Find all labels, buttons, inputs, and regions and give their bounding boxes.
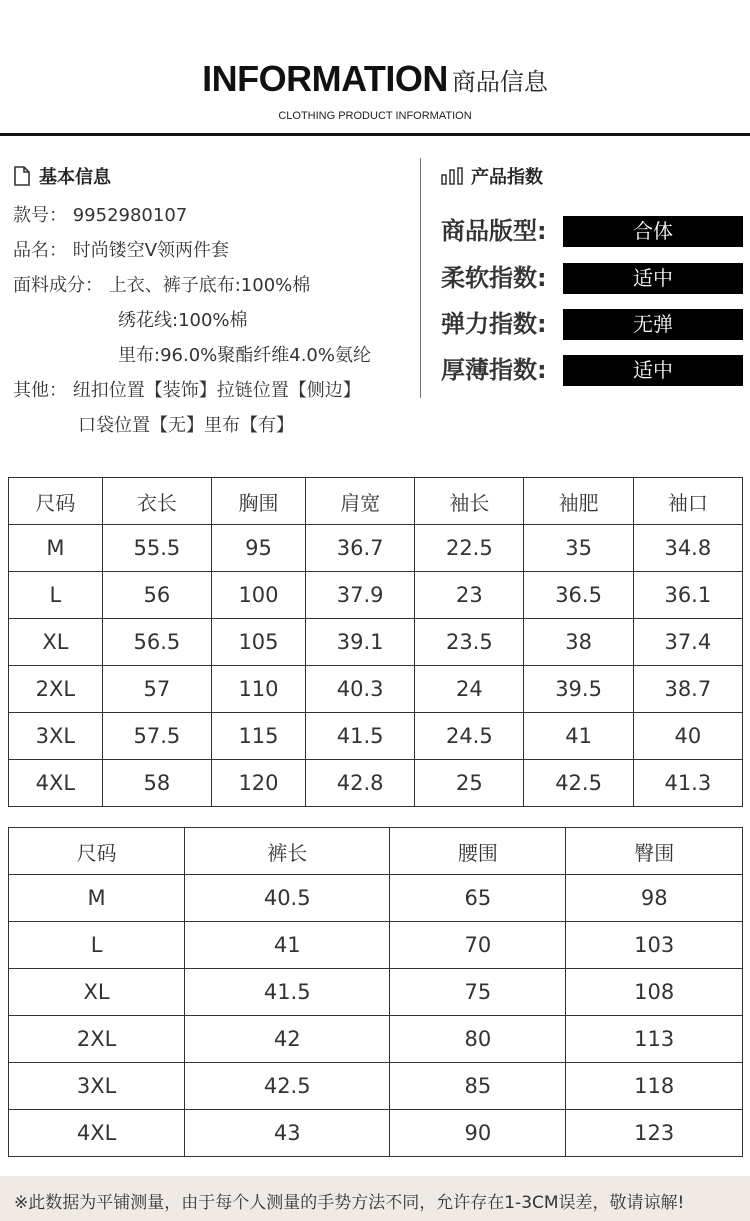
table-cell: 40.5	[185, 875, 390, 922]
index-label: 商品版型:	[441, 217, 547, 245]
table-cell: 2XL	[9, 1016, 185, 1063]
table-cell: 103	[566, 922, 743, 969]
table-cell: 41.5	[305, 713, 414, 760]
basic-info-heading	[13, 160, 413, 192]
table-cell: M	[9, 875, 185, 922]
table-header-cell: 尺码	[9, 478, 103, 525]
index-row-thickness	[441, 354, 746, 387]
index-row-softness	[441, 262, 746, 295]
table-cell: 41.3	[633, 760, 742, 807]
table-cell: 4XL	[9, 760, 103, 807]
info-product-name: 品名： 时尚镂空V领两件套	[13, 240, 230, 261]
table-header-cell: 袖长	[415, 478, 524, 525]
table-row	[9, 713, 743, 760]
table-cell: 40	[633, 713, 742, 760]
table-row	[9, 1063, 743, 1110]
top-size-table	[8, 477, 743, 807]
info-other-pockets: 口袋位置【无】里布【有】	[78, 415, 294, 436]
product-index-title: 产品指数	[471, 167, 543, 188]
table-cell: 37.4	[633, 619, 742, 666]
section-divider	[420, 158, 421, 398]
table-header-row	[9, 478, 743, 525]
table-cell: 55.5	[102, 525, 211, 572]
table-cell: 25	[415, 760, 524, 807]
table-cell: 90	[390, 1110, 566, 1157]
index-value: 无弹	[563, 309, 743, 340]
table-cell: 35	[524, 525, 633, 572]
table-cell: 65	[390, 875, 566, 922]
table-cell: 42.8	[305, 760, 414, 807]
table-cell: 56.5	[102, 619, 211, 666]
table-cell: 40.3	[305, 666, 414, 713]
table-cell: 24.5	[415, 713, 524, 760]
table-header-cell: 肩宽	[305, 478, 414, 525]
table-cell: 42	[185, 1016, 390, 1063]
index-value: 适中	[563, 355, 743, 386]
page-header	[0, 0, 750, 136]
table-header-cell: 袖口	[633, 478, 742, 525]
table-cell: 4XL	[9, 1110, 185, 1157]
basic-info-title: 基本信息	[39, 167, 111, 188]
info-style-number: 款号： 9952980107	[13, 205, 188, 226]
table-cell: 39.5	[524, 666, 633, 713]
title-english: INFORMATION	[202, 58, 448, 99]
header-rule	[0, 133, 750, 136]
table-cell: 2XL	[9, 666, 103, 713]
table-cell: 58	[102, 760, 211, 807]
table-cell: 108	[566, 969, 743, 1016]
table-cell: 3XL	[9, 1063, 185, 1110]
table-cell: 36.1	[633, 572, 742, 619]
table-cell: 75	[390, 969, 566, 1016]
product-index-heading	[441, 160, 746, 192]
index-label: 弹力指数:	[441, 310, 547, 338]
bottom-size-table	[8, 827, 743, 1157]
index-row-elasticity	[441, 308, 746, 341]
table-cell: L	[9, 922, 185, 969]
table-cell: 85	[390, 1063, 566, 1110]
table-cell: M	[9, 525, 103, 572]
table-cell: 118	[566, 1063, 743, 1110]
document-icon	[13, 166, 31, 186]
table-cell: 120	[212, 760, 306, 807]
table-cell: 23.5	[415, 619, 524, 666]
index-value: 适中	[563, 263, 743, 294]
table-header-cell: 胸围	[212, 478, 306, 525]
index-value: 合体	[563, 216, 743, 247]
info-fabric: 面料成分： 上衣、裤子底布:100%棉	[13, 275, 311, 296]
measurement-note: ※此数据为平铺测量，由于每个人测量的手势方法不同，允许存在1-3CM误差，敬请谅解!	[14, 1193, 685, 1213]
table-cell: 56	[102, 572, 211, 619]
table-cell: 36.7	[305, 525, 414, 572]
index-label: 柔软指数:	[441, 264, 547, 292]
table-cell: 38.7	[633, 666, 742, 713]
index-row-fit	[441, 215, 746, 248]
table-header-cell: 裤长	[185, 828, 390, 875]
table-cell: 70	[390, 922, 566, 969]
info-fabric-embroidery: 绣花线:100%棉	[118, 310, 248, 331]
table-row	[9, 525, 743, 572]
page-subtitle: CLOTHING PRODUCT INFORMATION	[278, 110, 472, 122]
table-cell: 110	[212, 666, 306, 713]
table-cell: XL	[9, 619, 103, 666]
table-header-cell: 衣长	[102, 478, 211, 525]
table-row	[9, 875, 743, 922]
table-header-cell: 尺码	[9, 828, 185, 875]
table-row	[9, 1110, 743, 1157]
info-fabric-lining: 里布:96.0%聚酯纤维4.0%氨纶	[118, 345, 371, 366]
table-row	[9, 1016, 743, 1063]
table-row	[9, 666, 743, 713]
table-row	[9, 572, 743, 619]
table-cell: 98	[566, 875, 743, 922]
table-header-cell: 袖肥	[524, 478, 633, 525]
table-header-cell: 腰围	[390, 828, 566, 875]
table-cell: 80	[390, 1016, 566, 1063]
table-cell: 41.5	[185, 969, 390, 1016]
table-row	[9, 969, 743, 1016]
table-cell: L	[9, 572, 103, 619]
page-title	[0, 58, 750, 100]
table-cell: 3XL	[9, 713, 103, 760]
table-cell: 113	[566, 1016, 743, 1063]
title-chinese: 商品信息	[451, 67, 548, 96]
table-row	[9, 619, 743, 666]
bar-chart-icon	[441, 167, 463, 185]
table-cell: 41	[524, 713, 633, 760]
table-cell: 115	[212, 713, 306, 760]
table-header-cell: 臀围	[566, 828, 743, 875]
basic-info-section	[13, 160, 413, 443]
table-cell: 42.5	[185, 1063, 390, 1110]
table-cell: 95	[212, 525, 306, 572]
table-cell: 57.5	[102, 713, 211, 760]
table-cell: 42.5	[524, 760, 633, 807]
table-cell: 24	[415, 666, 524, 713]
table-cell: XL	[9, 969, 185, 1016]
table-cell: 41	[185, 922, 390, 969]
table-cell: 34.8	[633, 525, 742, 572]
table-cell: 43	[185, 1110, 390, 1157]
table-header-row	[9, 828, 743, 875]
table-cell: 105	[212, 619, 306, 666]
index-label: 厚薄指数:	[441, 356, 547, 384]
table-row	[9, 760, 743, 807]
footer-note-bar	[0, 1176, 750, 1221]
info-other: 其他： 纽扣位置【装饰】拉链位置【侧边】	[13, 380, 361, 401]
product-index-section	[441, 160, 746, 384]
table-cell: 37.9	[305, 572, 414, 619]
table-row	[9, 922, 743, 969]
table-cell: 38	[524, 619, 633, 666]
table-cell: 23	[415, 572, 524, 619]
table-cell: 123	[566, 1110, 743, 1157]
table-cell: 100	[212, 572, 306, 619]
table-cell: 36.5	[524, 572, 633, 619]
table-cell: 57	[102, 666, 211, 713]
table-cell: 39.1	[305, 619, 414, 666]
table-cell: 22.5	[415, 525, 524, 572]
